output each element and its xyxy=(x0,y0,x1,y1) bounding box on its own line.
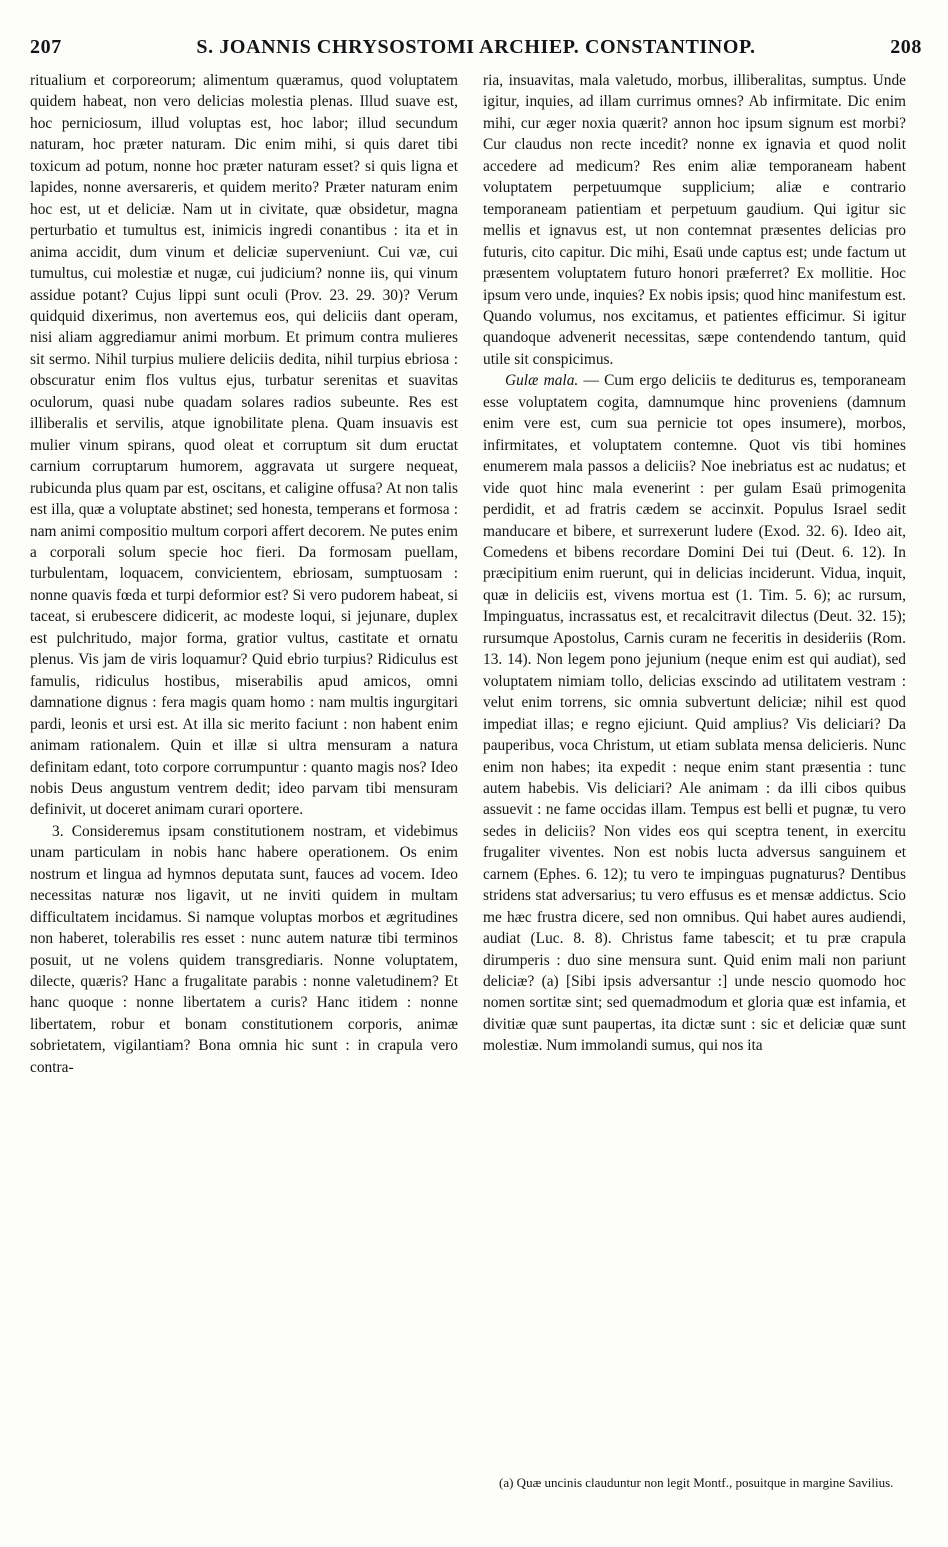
page-number-left: 207 xyxy=(30,36,62,58)
left-paragraph-1: ritualium et corporeorum; alimentum quæramus, quod voluptatem quidem habeat, non vero delicias molestia plenas. Illud suave est, hoc perniciosum, illud voluptas est, hoc labor; illud secundum naturam, hoc præter naturam. Dic enim mihi, si quis daret tibi toxicum ad potum, nonne hoc præter naturam esset? si quis ligna et lapides, nonne aversareris, et quidem merito? Præter naturam enim hoc est, ut et deliciæ. Nam ut in civitate, quæ obsidetur, magna perturbatio et tumultus est, inimicis ingredi conantibus : ita et in anima accidit, dum vinum et deliciæ superveniunt. Cui væ, cui tumultus, cui molestiæ et nugæ, cui judicium? nonne iis, qui vinum assidue potant? Cujus lippi sunt oculi (Prov. 23. 29. 30)? Verum quidquid dixerimus, non avertemus eos, qui deliciis dant operam, nisi aliam aggrediamur animi morbum. Et primum contra mulieres sit sermo. Nihil turpius muliere deliciis dedita, nihil turpius ebriosa : obscuratur enim flos vultus ejus, turbatur serenitas et suavitas oculorum, quasi nube quadam solares radios subeunte. Res est illiberalis et servilis, atque ignobilitate plena. Quam insuavis est mulier vinum spirans, quod oleat et corruptum sit dum eructat carnium corruptarum humorem, aggravata ut surgere nequeat, rubicunda plus quam par est, oscitans, et caligine offusa? At non talis est illa, quæ a voluptate abstinet; sed honesta, temperans et formosa : nam animi compositio multum corpori affert decorem. Ne putes enim a corporali solum specie hoc fieri. Da formosam puellam, turbulentam, loquacem, convicientem, ebriosam, sumptuosam : nonne quavis fœda et turpi deformior est? Si vero pudorem habeat, si taceat, si erubescere didicerit, ac modeste loqui, si jejunare, duplex est pulchritudo, major forma, gratior vultus, castitate et ornatu plenus. Vis jam de viris loquamur? Quid ebrio turpius? Ridiculus est famulis, ridiculus hostibus, miserabilis apud amicos, omni damnatione dignus : fera magis quam homo : nam multis ingurgitari pardi, leonis et ursi est. At illa sic merito faciunt : non habent enim animam rationalem. Quin et illæ si ultra mensuram a natura definitam edant, toto corpore corrumpuntur : quanto magis nos? Ideo nobis Deus angustum ventrem dedit; ideo parvam tibi mensuram definivit, ut doceret animam curari oportere. xyxy=(30,72,458,819)
right-column xyxy=(483,70,906,1057)
left-column xyxy=(30,70,458,1078)
page-number-right: 208 xyxy=(890,36,922,58)
footnote: (a) Quæ uncinis clauduntur non legit Montf., posuitque in margine Savilius. xyxy=(499,1475,894,1490)
right-paragraph-1: ria, insuavitas, mala valetudo, morbus, illiberalitas, sumptus. Unde igitur, inquies, ad illam currimus omnes? Ab infirmitate. Dic enim mihi, cur æger noxia quærit? annon hoc ipsum signum est morbi? Cur claudus non recte incedit? nonne ex ignavia et quod nolit accedere ad medicum? Res enim aliæ temporaneam habent voluptatem perpetuumque supplicium; aliæ e contrario temporaneam patientiam et perpetuum gaudium. Qui igitur sic mellis et ignavus est, ut non contemnat præsentes delicias pro futuris, cito capitur. Dic mihi, Esaü unde captus est; unde factum ut præsentem voluptatem futuro honori præferret? Ex mollitie. Hoc ipsum vero unde, inquies? Ex nobis ipsis; quod hinc manifestum est. Quando volumus, nos excitamus, et patientes efficimur. Si igitur quandoque advenerit necessitas, sæpe contendendo tantum, quid utile sit conspicimus. xyxy=(483,72,906,368)
right-paragraph-2-text: — Cum ergo deliciis te dediturus es, temporaneam esse voluptatem cogita, damnumque hinc proveniens (damnum enim vere est, cum sua pernicie tot opes insumere), morbos, infirmitates, et voluptatem contemne. Quot vis tibi homines enumerem mala passos a deliciis? Noe inebriatus est ac nudatus; et vide quot hinc mala evenerint : per gulam Esaü primogenita perdidit, et ad fratris cædem se accinxit. Populus Israel sedit manducare et bibere, et surrexerunt ludere (Exod. 32. 6). Ideo ait, Comedens et bibens recordare Domini Dei tui (Deut. 6. 12). In præcipitium enim ruerunt, qui in delicias inciderunt. Vidua, inquit, quæ in deliciis est, vivens mortua est (1. Tim. 5. 6); ac rursum, Impinguatus, incrassatus est, et recalcitravit dilectus (Deut. 32. 15); rursumque Apostolus, Carnis curam ne feceritis in desideriis (Rom. 13. 14). Non legem pono jejunium (neque enim est qui audiat), sed voluptatem nimiam tollo, delicias exscindo ad utilitatem vestram : velut enim torrens, sic omnia subvertunt deliciæ; nihil est quod impediat illas; e regno ejiciunt. Quid amplius? Vis deliciari? Da pauperibus, voca Christum, ut etiam sublata mensa delicieris. Nunc enim non habes; ita expedit : neque enim stant præsentia : tunc autem habebis. Vis deliciari? Ale animam : da illi cibos quibus assuevit : ne fame occidas illam. Tempus est belli et pugnæ, tu vero sedes in deliciis? Non vides eos qui sceptra tenent, in exercitu frugaliter viventes. Non est nobis lucta adversus sanguinem et carnem (Ephes. 6. 12); tu vero te impinguas pugnaturus? Dentibus stridens stat adversarius; tu vero effusus es et mensæ addictus. Scio me hæc frustra dicere, sed non omnibus. Qui habet aures audiendi, audiat (Luc. 8. 8). Christus fame tabescit; et tu præ crapula dirumperis : duo sine mensura sunt. Quid enim mali non pariunt deliciæ? (a) [Sibi ipsis adversantur :] unde nescio quomodo hoc nomen sortitæ sint; sed quemadmodum et gloria quæ est infamia, et divitiæ quæ sunt paupertas, ita dictæ sunt : sic et deliciæ quæ sunt molestiæ. Num immolandi sumus, qui nos ita xyxy=(483,372,907,1055)
left-paragraph-2: 3. Consideremus ipsam constitutionem nostram, et videbimus unam particulam in nobis hanc habere operationem. Os enim nostrum et lingua ad hymnos deputata sunt, fauces ad vocem. Ideo necessitas naturæ nos ligavit, ut ne inviti quidem in multam difficultatem incidamus. Si namque voluptas morbos et ægritudines non haberet, tolerabilis res esset : nunc autem naturæ tibi terminos posuit, ut ne volens quidem transgrediaris. Nonne voluptatem, dilecte, quæris? Hanc a frugalitate parabis : nonne valetudinem? Et hanc quoque : nonne libertatem a curis? Hanc itidem : nonne libertatem, robur et bonam constitutionem corporis, animæ sobrietatem, vigilantiam? Bona omnia hic sunt : in crapula vero contra- xyxy=(30,822,458,1076)
section-heading: Gulæ mala. xyxy=(505,372,579,390)
running-title: S. JOANNIS CHRYSOSTOMI ARCHIEP. CONSTANTINOP. xyxy=(196,36,756,58)
page-header xyxy=(30,36,922,62)
right-paragraph-2 xyxy=(483,370,906,1057)
